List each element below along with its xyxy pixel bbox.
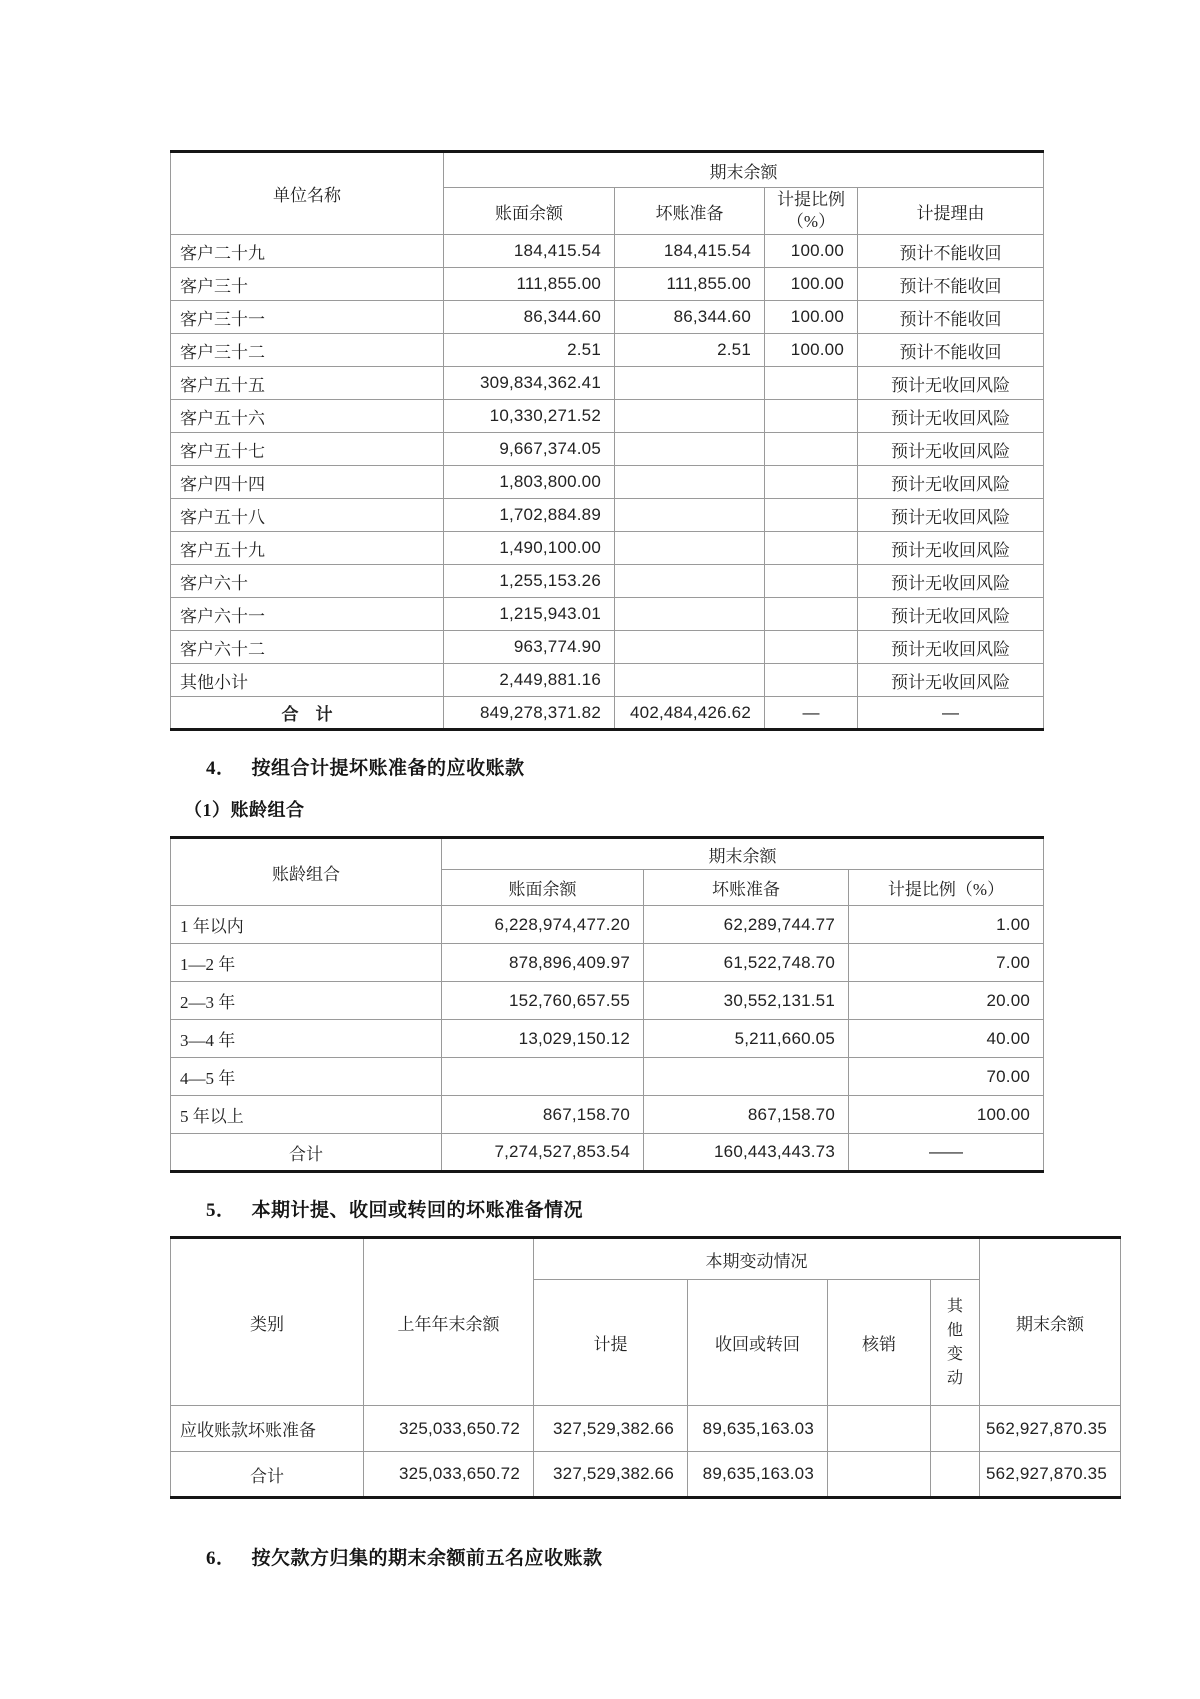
cell-category: 应收账款坏账准备 (171, 1406, 364, 1452)
col-header-category: 类别 (171, 1238, 364, 1406)
col-header-ratio: 计提比例（%） (849, 870, 1044, 906)
col-header-writeoff: 核销 (828, 1280, 931, 1406)
cell-ratio: 100.00 (765, 334, 858, 367)
cell-bad (615, 631, 765, 664)
cell-bad: 111,855.00 (615, 268, 765, 301)
cell-ratio: 40.00 (849, 1020, 1044, 1058)
col-header-other-change (931, 1280, 980, 1406)
table-row (171, 400, 1044, 433)
cell-total-writeoff (828, 1452, 931, 1498)
cell-bad (615, 433, 765, 466)
cell-unit: 客户六十一 (171, 598, 444, 631)
cell-total-label: 合计 (171, 1134, 442, 1172)
cell-book: 1,803,800.00 (444, 466, 615, 499)
cell-book: 6,228,974,477.20 (442, 906, 644, 944)
cell-total-ratio: —— (849, 1134, 1044, 1172)
table-row (171, 235, 1044, 268)
cell-total-bad: 402,484,426.62 (615, 697, 765, 730)
cell-ratio: 1.00 (849, 906, 1044, 944)
cell-book: 309,834,362.41 (444, 367, 615, 400)
cell-total-book: 849,278,371.82 (444, 697, 615, 730)
cell-book: 867,158.70 (442, 1096, 644, 1134)
cell-unit: 客户五十六 (171, 400, 444, 433)
table-row (171, 1406, 1121, 1452)
cell-reason: 预计无收回风险 (858, 532, 1044, 565)
cell-ratio: 100.00 (765, 268, 858, 301)
cell-unit: 客户五十七 (171, 433, 444, 466)
cell-reason: 预计无收回风险 (858, 631, 1044, 664)
col-header-unit-name: 单位名称 (171, 152, 444, 235)
cell-bad (615, 499, 765, 532)
cell-total-label: 合计 (171, 1452, 364, 1498)
cell-reason: 预计无收回风险 (858, 367, 1044, 400)
document (170, 150, 1130, 1570)
col-header-ratio (765, 188, 858, 235)
table-individual-provision (170, 150, 1044, 731)
cell-ratio (765, 400, 858, 433)
col-header-prev-balance: 上年年末余额 (364, 1238, 534, 1406)
cell-accrual: 327,529,382.66 (534, 1406, 688, 1452)
section-title: 按组合计提坏账准备的应收账款 (251, 758, 525, 780)
cell-book: 1,702,884.89 (444, 499, 615, 532)
col-header-ratio-line1: 计提比例 (777, 190, 845, 209)
cell-aging: 3—4 年 (171, 1020, 442, 1058)
cell-book: 152,760,657.55 (442, 982, 644, 1020)
col-header-book-balance: 账面余额 (444, 188, 615, 235)
section-number: 5． (206, 1200, 236, 1222)
cell-reason: 预计无收回风险 (858, 664, 1044, 697)
cell-book: 1,255,153.26 (444, 565, 615, 598)
cell-book: 13,029,150.12 (442, 1020, 644, 1058)
table-row (171, 838, 1044, 870)
cell-reason: 预计不能收回 (858, 235, 1044, 268)
cell-total-label: 合 计 (171, 697, 444, 730)
cell-reason: 预计无收回风险 (858, 466, 1044, 499)
cell-ratio (765, 532, 858, 565)
cell-book: 86,344.60 (444, 301, 615, 334)
cell-reason: 预计无收回风险 (858, 433, 1044, 466)
cell-unit: 客户五十八 (171, 499, 444, 532)
table-row (171, 982, 1044, 1020)
cell-bad: 2.51 (615, 334, 765, 367)
cell-ratio (765, 598, 858, 631)
table-row (171, 944, 1044, 982)
cell-aging: 2—3 年 (171, 982, 442, 1020)
cell-total-reason: — (858, 697, 1044, 730)
cell-book: 2.51 (444, 334, 615, 367)
cell-bad: 5,211,660.05 (644, 1020, 849, 1058)
table-row (171, 1096, 1044, 1134)
table-row (171, 631, 1044, 664)
cell-reason: 预计不能收回 (858, 334, 1044, 367)
cell-ratio (765, 367, 858, 400)
cell-reason: 预计无收回风险 (858, 400, 1044, 433)
cell-book: 1,215,943.01 (444, 598, 615, 631)
cell-recover: 89,635,163.03 (688, 1406, 828, 1452)
section-number: 4． (206, 758, 236, 780)
col-header-end-balance: 期末余额 (980, 1238, 1121, 1406)
cell-unit: 客户二十九 (171, 235, 444, 268)
col-header-recover: 收回或转回 (688, 1280, 828, 1406)
cell-book: 9,667,374.05 (444, 433, 615, 466)
cell-total-other (931, 1452, 980, 1498)
col-header-ratio-line2: （%） (786, 212, 836, 232)
section-heading-4-1 (184, 796, 1130, 822)
cell-ratio: 100.00 (849, 1096, 1044, 1134)
cell-book: 184,415.54 (444, 235, 615, 268)
cell-total-recover: 89,635,163.03 (688, 1452, 828, 1498)
cell-bad: 184,415.54 (615, 235, 765, 268)
cell-bad (615, 532, 765, 565)
table-row (171, 906, 1044, 944)
table-row (171, 152, 1044, 188)
table-total-row (171, 1134, 1044, 1172)
cell-total-book: 7,274,527,853.54 (442, 1134, 644, 1172)
table-row (171, 532, 1044, 565)
cell-ratio: 100.00 (765, 301, 858, 334)
table-row (171, 466, 1044, 499)
cell-unit: 客户三十 (171, 268, 444, 301)
cell-aging: 1 年以内 (171, 906, 442, 944)
section-heading-4 (206, 753, 1130, 780)
cell-book: 2,449,881.16 (444, 664, 615, 697)
col-header-aging-group: 账龄组合 (171, 838, 442, 906)
table-aging-portfolio (170, 836, 1044, 1173)
cell-bad (615, 400, 765, 433)
cell-bad: 62,289,744.77 (644, 906, 849, 944)
table-row (171, 1238, 1121, 1280)
cell-bad: 61,522,748.70 (644, 944, 849, 982)
table-total-row (171, 697, 1044, 730)
cell-book: 10,330,271.52 (444, 400, 615, 433)
table-total-row (171, 1452, 1121, 1498)
cell-bad (615, 598, 765, 631)
cell-unit: 客户五十九 (171, 532, 444, 565)
cell-book: 963,774.90 (444, 631, 615, 664)
cell-reason: 预计无收回风险 (858, 598, 1044, 631)
table-row (171, 334, 1044, 367)
cell-book: 878,896,409.97 (442, 944, 644, 982)
cell-bad (615, 367, 765, 400)
col-header-period-change: 本期变动情况 (534, 1238, 980, 1280)
cell-unit: 客户四十四 (171, 466, 444, 499)
cell-reason: 预计无收回风险 (858, 499, 1044, 532)
cell-total-ratio: — (765, 697, 858, 730)
cell-ratio (765, 433, 858, 466)
cell-ratio (765, 664, 858, 697)
table-row (171, 565, 1044, 598)
table-row (171, 433, 1044, 466)
cell-unit: 客户六十 (171, 565, 444, 598)
cell-bad: 86,344.60 (615, 301, 765, 334)
table-row (171, 664, 1044, 697)
table-row (171, 367, 1044, 400)
col-header-bad-debt: 坏账准备 (615, 188, 765, 235)
table-row (171, 1058, 1044, 1096)
cell-ratio: 70.00 (849, 1058, 1044, 1096)
cell-writeoff (828, 1406, 931, 1452)
cell-reason: 预计不能收回 (858, 268, 1044, 301)
table-row (171, 598, 1044, 631)
cell-ratio (765, 466, 858, 499)
section-heading-5 (206, 1195, 1130, 1222)
cell-book: 1,490,100.00 (444, 532, 615, 565)
cell-bad (615, 466, 765, 499)
section-heading-6 (206, 1543, 1130, 1570)
cell-book (442, 1058, 644, 1096)
cell-unit: 客户三十一 (171, 301, 444, 334)
cell-total-prev: 325,033,650.72 (364, 1452, 534, 1498)
cell-aging: 1—2 年 (171, 944, 442, 982)
col-header-book-balance: 账面余额 (442, 870, 644, 906)
cell-total-end: 562,927,870.35 (980, 1452, 1121, 1498)
cell-total-accrual: 327,529,382.66 (534, 1452, 688, 1498)
cell-unit: 客户五十五 (171, 367, 444, 400)
col-header-reason: 计提理由 (858, 188, 1044, 235)
col-header-period-balance: 期末余额 (444, 152, 1044, 188)
cell-ratio: 100.00 (765, 235, 858, 268)
col-header-other-change-text: 其他变动 (946, 1297, 963, 1387)
cell-end: 562,927,870.35 (980, 1406, 1121, 1452)
cell-bad: 30,552,131.51 (644, 982, 849, 1020)
table-row (171, 268, 1044, 301)
cell-total-bad: 160,443,443.73 (644, 1134, 849, 1172)
subsection-title: （1）账龄组合 (184, 800, 305, 821)
cell-bad (615, 565, 765, 598)
cell-ratio (765, 499, 858, 532)
cell-unit: 客户三十二 (171, 334, 444, 367)
cell-other (931, 1406, 980, 1452)
cell-book: 111,855.00 (444, 268, 615, 301)
cell-unit: 客户六十二 (171, 631, 444, 664)
cell-unit: 其他小计 (171, 664, 444, 697)
cell-ratio (765, 565, 858, 598)
col-header-period-balance: 期末余额 (442, 838, 1044, 870)
col-header-accrual: 计提 (534, 1280, 688, 1406)
section-number: 6． (206, 1548, 236, 1570)
cell-prev: 325,033,650.72 (364, 1406, 534, 1452)
col-header-bad-debt: 坏账准备 (644, 870, 849, 906)
section-title: 本期计提、收回或转回的坏账准备情况 (251, 1200, 584, 1222)
cell-aging: 5 年以上 (171, 1096, 442, 1134)
table-provision-movement (170, 1236, 1121, 1499)
cell-ratio (765, 631, 858, 664)
table-row (171, 1020, 1044, 1058)
cell-bad (644, 1058, 849, 1096)
cell-ratio: 7.00 (849, 944, 1044, 982)
table-row (171, 499, 1044, 532)
cell-reason: 预计不能收回 (858, 301, 1044, 334)
cell-aging: 4—5 年 (171, 1058, 442, 1096)
table-row (171, 301, 1044, 334)
cell-reason: 预计无收回风险 (858, 565, 1044, 598)
section-title: 按欠款方归集的期末余额前五名应收账款 (251, 1548, 603, 1570)
cell-bad (615, 664, 765, 697)
cell-ratio: 20.00 (849, 982, 1044, 1020)
cell-bad: 867,158.70 (644, 1096, 849, 1134)
